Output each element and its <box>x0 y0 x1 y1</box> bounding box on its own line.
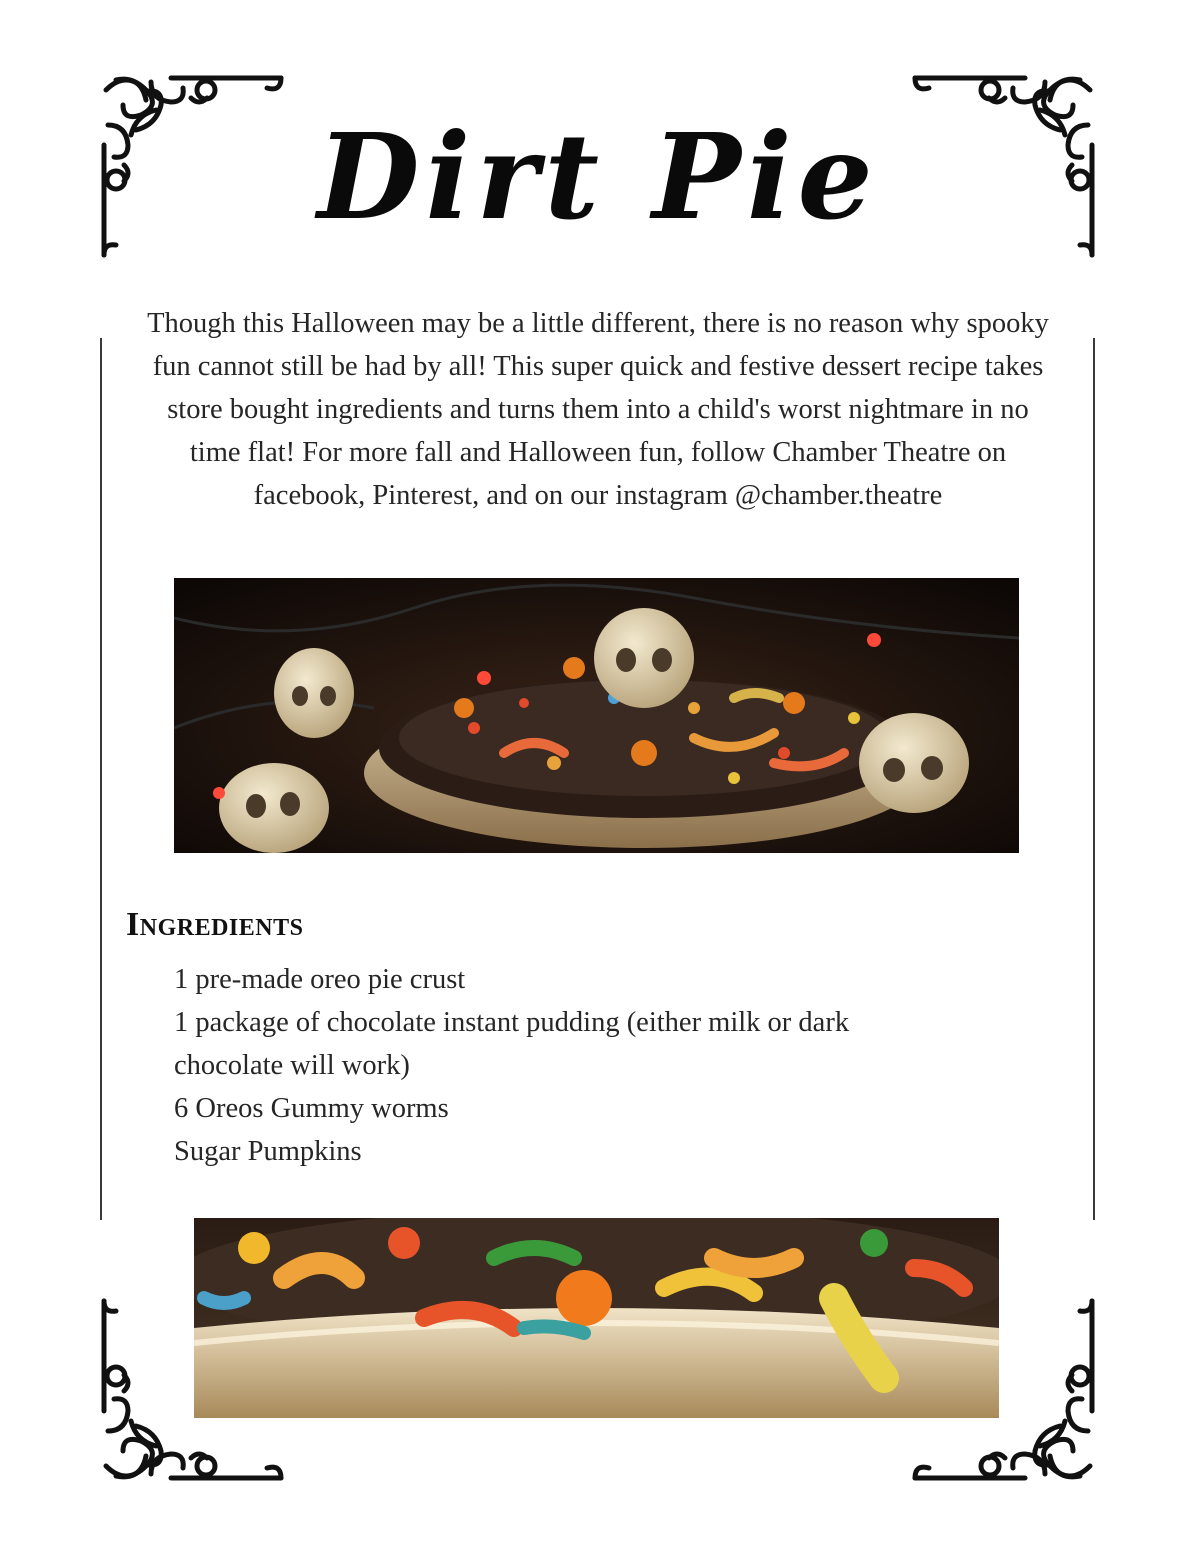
list-item: 1 pre-made oreo pie crust <box>174 964 466 995</box>
intro-paragraph: Though this Halloween may be a little different, there is no reason why spooky fun cannot still be had by all! This super quick and festive dessert recipe takes store bought ingredients and turns them into a child's worst nightmare in no time flat! For more fall and Halloween fun, follow Chamber Theatre on facebook, Pinterest, and on our instagram @chamber.theatre <box>147 308 1049 511</box>
dirt-pie-closeup-photo <box>194 1218 999 1418</box>
list-item: Sugar Pumpkins <box>174 1136 362 1167</box>
dirt-pie-skulls-photo <box>174 578 1019 853</box>
list-item: 6 Oreos Gummy worms <box>174 1093 449 1124</box>
border-line-left <box>100 338 102 1220</box>
border-line-right <box>1093 338 1095 1220</box>
list-item: 1 package of chocolate instant pudding (either milk or dark chocolate will work) <box>174 1007 850 1081</box>
ingredients-heading: Ingredients <box>126 906 304 943</box>
page-title: Dirt Pie <box>317 107 879 246</box>
ingredients-list <box>174 958 934 1173</box>
